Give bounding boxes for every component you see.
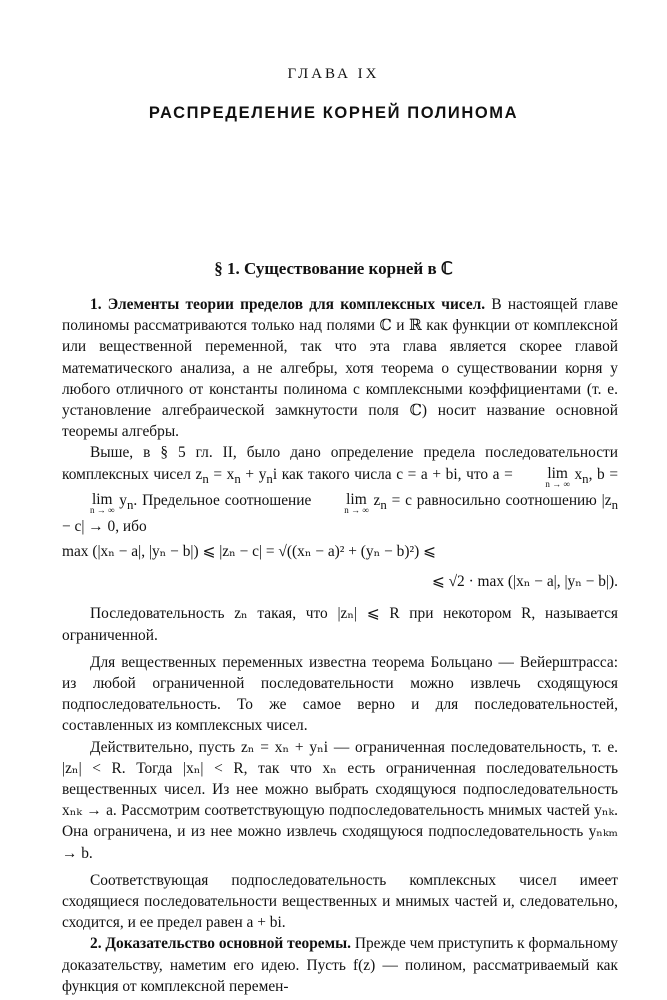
limit-word: lim xyxy=(91,490,113,508)
paragraph-2-part: = c равносильно соотношению |z xyxy=(386,491,612,509)
limit-subscript: n → ∞ xyxy=(545,478,570,489)
section-title: § 1. Существование корней в ℂ xyxy=(214,259,453,278)
paragraph-5: Действительно, пусть zₙ = xₙ + yₙi — ограниченная последовательность, т. е. |zₙ| < R. Тогда |xₙ| < R, так что xₙ есть ограниченная последовательность вещественных чисел. Из нее можно выбрать сходящуюся подпоследовательность xₙₖ → a. Рассмотрим соответствующую подпоследовательность мнимых частей yₙₖ. Она ограничена, и из нее можно извлечь сходящуюся подпоследовательность yₙₖₘ → b. xyxy=(62,738,618,862)
limit-operator xyxy=(517,464,570,489)
paragraph-6: Соответствующая подпоследовательность комплексных чисел имеет сходящиеся последовательности вещественных и мнимых частей и, следовательно, сходится, и ее предел равен a + bi. xyxy=(62,871,618,932)
paragraph-2-part: z xyxy=(368,491,381,509)
paragraph-2 xyxy=(62,442,618,537)
paragraph-2-part: . Предельное соотношение xyxy=(133,491,317,509)
subscript: n xyxy=(234,471,241,486)
paragraph-2-part: , b = xyxy=(588,465,619,483)
paragraph-4: Для вещественных переменных известна теорема Больцано — Вейерштрасса: из любой ограниченной последовательности можно извлечь сходящуюся подпоследовательность. То же самое верно и для последовательностей, составленных из комплексных чисел. xyxy=(62,653,618,735)
subscript: n xyxy=(582,471,589,486)
paragraph-2-part: + y xyxy=(240,465,267,483)
paragraph-7-heading: 2. Доказательство основной теоремы. xyxy=(90,935,351,953)
chapter-title: РАСПРЕДЕЛЕНИЕ КОРНЕЙ ПОЛИНОМА xyxy=(148,104,519,122)
subscript: n xyxy=(380,497,387,512)
paragraph-2-part: − c| → 0, ибо xyxy=(62,518,147,536)
paragraph-2-part: x xyxy=(569,465,583,483)
paragraph-3: Последовательность zₙ такая, что |zₙ| ⩽ R при некотором R, называется ограниченной. xyxy=(62,605,618,644)
limit-subscript: n → ∞ xyxy=(344,504,369,515)
paragraph-7 xyxy=(62,933,618,997)
limit-subscript: n → ∞ xyxy=(90,504,115,515)
subscript: n xyxy=(126,497,134,512)
limit-word: lim xyxy=(346,490,367,508)
formula-line-1: max (|xₙ − a|, |yₙ − b|) ⩽ |zₙ − c| = √((xₙ − a)² + (yₙ − b)²) ⩽ xyxy=(62,543,436,561)
paragraph-2-part: y xyxy=(114,491,127,509)
limit-operator xyxy=(316,490,369,515)
body-text xyxy=(62,294,618,997)
subscript: n xyxy=(266,471,273,486)
limit-word: lim xyxy=(547,464,568,482)
limit-operator xyxy=(62,490,115,515)
paragraph-1-heading: 1. Элементы теории пределов для комплексных чисел. xyxy=(90,296,486,313)
paragraph-1 xyxy=(62,294,618,442)
paragraph-2-part: = x xyxy=(208,465,235,483)
paragraph-1-text: В настоящей главе полиномы рассматриваются только над полями ℂ и ℝ как функции от комплексной или вещественной переменной, так что эта глава является скорее главой математического анализа, а не алгебры, хотя теорема о существовании корня у любого отличного от константы полинома с комплексными коэффициентами (т. е. установление алгебраической замкнутости поля ℂ) носит название основной теоремы алгебры. xyxy=(62,296,618,441)
formula-line-2: ⩽ √2 · max (|xₙ − a|, |yₙ − b|). xyxy=(431,573,618,591)
subscript: n xyxy=(202,471,209,486)
paragraph-2-part: i как такого числа c = a + bi, что a = xyxy=(272,465,518,483)
paragraph-2-part: Выше, в § 5 гл. II, было дано определение предела последовательности комплексных чисел z xyxy=(62,444,618,483)
chapter-label: ГЛАВА IX xyxy=(287,66,380,82)
subscript: n xyxy=(611,497,618,512)
paragraph-7-text: Прежде чем приступить к формальному доказательству, наметим его идею. Пусть f(z) — полином, рассматриваемый как функция от комплексной перемен- xyxy=(62,935,618,995)
